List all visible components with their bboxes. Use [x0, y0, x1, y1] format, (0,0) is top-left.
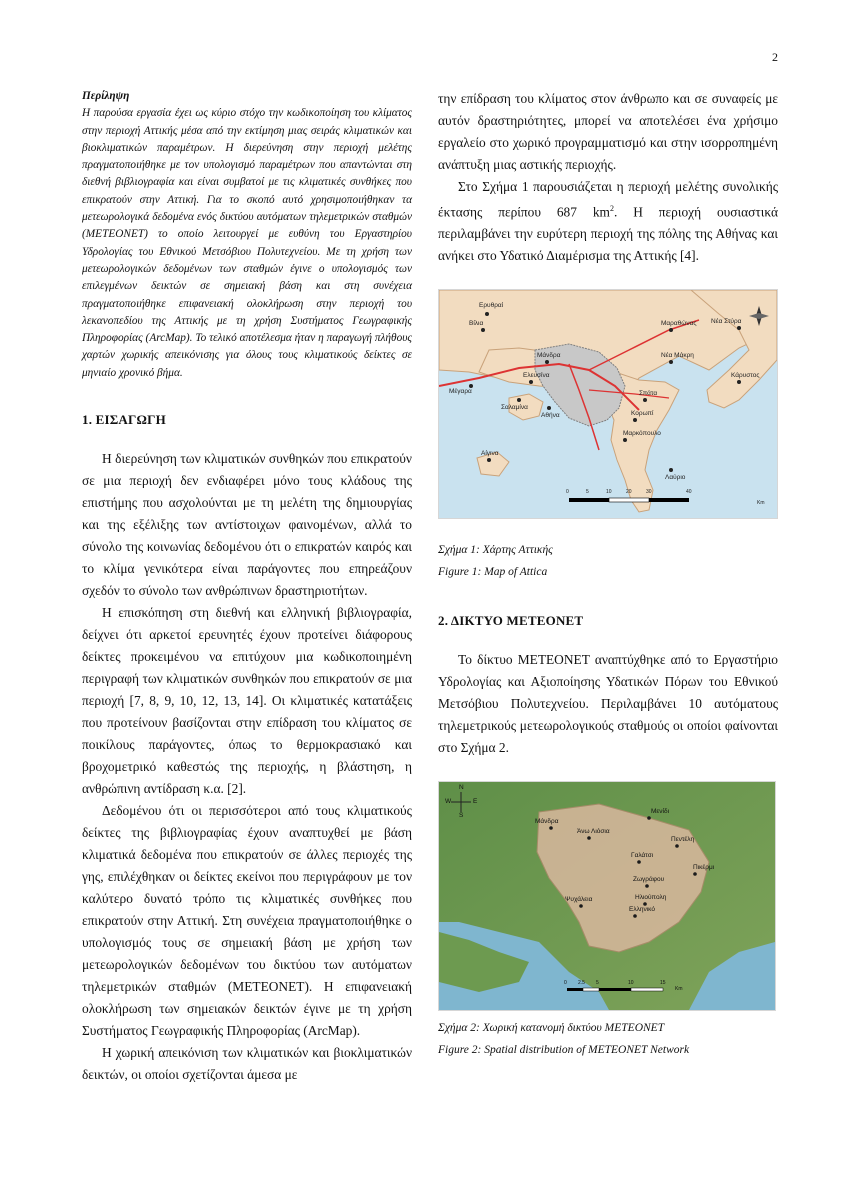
label-vilia: Βίλια: [469, 320, 484, 328]
figure-2-caption-greek: Σχήμα 2: Χωρική κατανομή δικτύου METEONET: [438, 1022, 665, 1035]
study-area-text-b: . Η περιοχή ουσιαστικά περιλαμβάνει την ευρύτερη περιοχή της πόλης της Αθήνας και ανήκει στο Υδατικό Διαμέρισμα της Αττικής [4].: [438, 204, 778, 264]
intro-paragraph-continued: την επίδραση του κλίματος στον άνθρωπο και σε συναφείς με αυτόν δραστηριότητες, μπορεί να αποτελέσει ένα χρήσιμο εργαλείο στο χωρικό προγραμματισμό και στην ισορροπημένη ανάπτυξη μιας αστικής περιοχής.: [438, 91, 778, 172]
scale-tick-5: 5: [586, 489, 589, 496]
station-ano-liosia: Άνω Λιόσια: [577, 828, 610, 836]
label-koropi: Κορωπί: [631, 410, 654, 418]
figure-2-map: [438, 781, 776, 1011]
compass-n: N: [459, 784, 464, 792]
abstract: [82, 88, 412, 382]
section-1-paragraph-2: Η επισκόπηση στη διεθνή και ελληνική βιβλιογραφία, δείχνει ότι αρκετοί ερευνητές έχουν προτείνει διάφορους δείκτες προκειμένου να επιτύχουν μια κωδικοποιημένη περιγραφή των κλιματικών συνθηκών που επικρατούν σε μια περιοχή [7, 8, 9, 10, 12, 13, 14]. Οι κλιματικές κατατάξεις που προτείνουν βασίζονται στην επίδραση του κλίματος σε ποικίλους παράγοντες, όπως το θερμοκρασιακό και βροχομετρικό καθεστώς της περιοχής, η βλάστηση, η ανθρώπινη αντίδραση κ.α. [2].: [82, 605, 412, 797]
abstract-text: Η παρούσα εργασία έχει ως κύριο στόχο την κωδικοποίηση του κλίματος στην περιοχή Αττικής μέσα από την εκτίμηση μιας σειράς κλιματικών και βιοκλιματικών παραμέτρων. Η διερεύνηση στην περιοχή μελέτης πραγματοποιήθηκε με τον υπολογισμό παραμέτρων που απαντώνται στη διεθνή βιβλιογραφία και είναι συμβατοί με τις κλιματικές συνθήκες που επικρατούν στην Αττική. Για το σκοπό αυτό χρησιμοποιήθηκαν τα μετεωρολογικά δεδομένα ενός δικτύου αυτόματων τηλεμετρικών σταθμών (METEONET) το οποίο λειτουργεί με ευθύνη του Εργαστηρίου Υδρολογίας του Εθνικού Μετσόβιου Πολυτεχνείου. Με τη χρήση των μετεωρολογικών δεδομένων των σταθμών έγινε ο υπολογισμός των επιλεγμένων δεικτών σε σημειακή βάση και στη συνέχεια πραγματοποιήθηκε επιφανειακή ολοκλήρωση στην περιοχή του λεκανοπεδίου της Αττικής με τη χρήση Συστήματος Γεωγραφικής Πληροφορίας (ArcMap). Το τελικό αποτέλεσμα ήταν η παραγωγή πλήθους χαρτών χωρικής απεικόνισης για όλους τους κλιματικούς δείκτες σε μηνιαίο χρονικό βήμα.: [82, 107, 412, 379]
map-labels: [439, 290, 777, 518]
station-menidi: Μενίδι: [651, 808, 670, 816]
scale2-tick-5: 5: [596, 980, 599, 987]
label-nea-styra: Νέα Στύρα: [711, 318, 742, 326]
compass-w: W: [445, 798, 452, 806]
left-column: [82, 88, 412, 1086]
section-2-heading: 2. ΔΙΚΤΥΟ METEONET: [438, 613, 584, 629]
label-lavrio: Λαύριο: [665, 474, 686, 482]
study-area-text-a: Στο Σχήμα 1 παρουσιάζεται η περιοχή μελέτης συνολικής έκτασης περίπου 687 km: [438, 179, 778, 220]
km-superscript: 2: [609, 204, 614, 213]
label-nea-makri: Νέα Μάκρη: [661, 352, 694, 360]
scale2-tick-10: 10: [628, 980, 634, 987]
station-mandra: Μάνδρα: [535, 818, 559, 826]
station-elliniko: Ελληνικό: [629, 906, 655, 914]
right-column: [438, 88, 778, 1061]
figure-1-map: [438, 289, 778, 519]
section-1-paragraph-4: Η χωρική απεικόνιση των κλιματικών και βιοκλιματικών δεικτών, οι οποίοι σχετίζονται άμεσα με: [82, 1045, 412, 1083]
label-spata: Σπάτα: [639, 390, 658, 398]
station-penteli: Πεντέλη: [671, 836, 695, 844]
figure-2-caption-english: Figure 2: Spatial distribution of METEONET Network: [438, 1044, 690, 1057]
figure-1-caption-greek: Σχήμα 1: Χάρτης Αττικής: [438, 544, 553, 557]
label-salamina: Σαλαμίνα: [501, 404, 528, 412]
section-2-paragraph: Το δίκτυο METEONET αναπτύχθηκε από το Εργαστήριο Υδρολογίας και Αξιοποίησης Υδατικών Πόρων του Εθνικού Μετσόβιου Πολυτεχνείου. Περιλαμβάνει 10 αυτόματους τηλεμετρικούς μετεωρολογικούς σταθμούς οι οποίοι φαίνονται στο Σχήμα 2.: [438, 652, 778, 756]
station-psychaleia: Ψυχάλεια: [565, 896, 593, 904]
scale2-unit: Km: [675, 986, 683, 993]
label-mandra: Μάνδρα: [537, 352, 561, 360]
figure-1-caption-english: Figure 1: Map of Attica: [438, 566, 548, 579]
station-pikermi: Πικέρμι: [693, 864, 715, 872]
section-1-paragraph-3: Δεδομένου ότι οι περισσότεροι από τους κλιματικούς δείκτες της βιβλιογραφίας έχουν αναπτυχθεί με βάση κλιματικά δεδομένα που επικρατούν σε άλλες περιοχές της γης, επιλέχθηκαν οι δείκτες εκείνοι που περιγράφουν με τον καλύτερο δυνατό τρόπο τις κλιματικές συνθήκες που επικρατούν στην Αττική. Στη συνέχεια πραγματοποιήθηκε ο υπολογισμός τους σε σημειακή βάση με χρήση των μετεωρολογικών δεδομένων του δικτύου των αυτόματων τηλεμετρικών σταθμών (METEONET). Η επιφανειακή ολοκλήρωση των σημειακών δεικτών έγινε με τη χρήση Συστήματος Γεωγραφικής Πληροφορίας (ArcMap).: [82, 803, 412, 1039]
label-elefsina: Ελευσίνα: [523, 372, 550, 380]
scale-unit: Km: [757, 500, 765, 507]
study-area-paragraph: [438, 176, 778, 267]
label-megara: Μέγαρα: [449, 388, 472, 396]
scale-tick-30: 30: [646, 489, 652, 496]
station-ilioupoli: Ηλιούπολη: [635, 894, 667, 902]
scale-tick-0: 0: [566, 489, 569, 496]
section-1-heading: 1. ΕΙΣΑΓΩΓΗ: [82, 412, 166, 428]
label-erythrai: Ερυθραί: [479, 302, 504, 310]
compass-s: S: [459, 812, 464, 820]
scale-tick-20: 20: [626, 489, 632, 496]
section-1-paragraph-1: Η διερεύνηση των κλιματικών συνθηκών που επικρατούν σε μια περιοχή δεν ενδιαφέρει μόνο τους κλάδους της επιστήμης που ασχολούνται με τη μελέτη της δημιουργίας και της εξέλιξης των αντίστοιχων φαινομένων, αλλά το σύνολο της κοινωνίας δεδομένου ότι ο επικρατών καιρός και το κλίμα γενικότερα είναι παράγοντες που επηρεάζουν σχεδόν το σύνολο των ανθρώπινων δραστηριοτήτων.: [82, 451, 412, 599]
label-marathonas: Μαραθώνας: [661, 320, 697, 328]
scale-tick-10: 10: [606, 489, 612, 496]
page-number: 2: [772, 50, 778, 64]
scale2-tick-15: 15: [660, 980, 666, 987]
station-labels: [439, 782, 775, 1010]
abstract-title: Περίληψη: [82, 90, 130, 102]
scale2-tick-2-5: 2.5: [578, 980, 585, 987]
station-galatsi: Γαλάτσι: [631, 852, 654, 860]
label-markopoulo: Μαρκόπουλο: [623, 430, 661, 438]
label-athina: Αθήνα: [541, 412, 560, 420]
label-karystos: Κάρυστος: [731, 372, 760, 380]
compass-e: E: [473, 798, 478, 806]
station-zografou: Ζωγράφου: [633, 876, 665, 884]
scale-tick-40: 40: [686, 489, 692, 496]
scale2-tick-0: 0: [564, 980, 567, 987]
label-aigina: Αίγινα: [481, 450, 499, 458]
